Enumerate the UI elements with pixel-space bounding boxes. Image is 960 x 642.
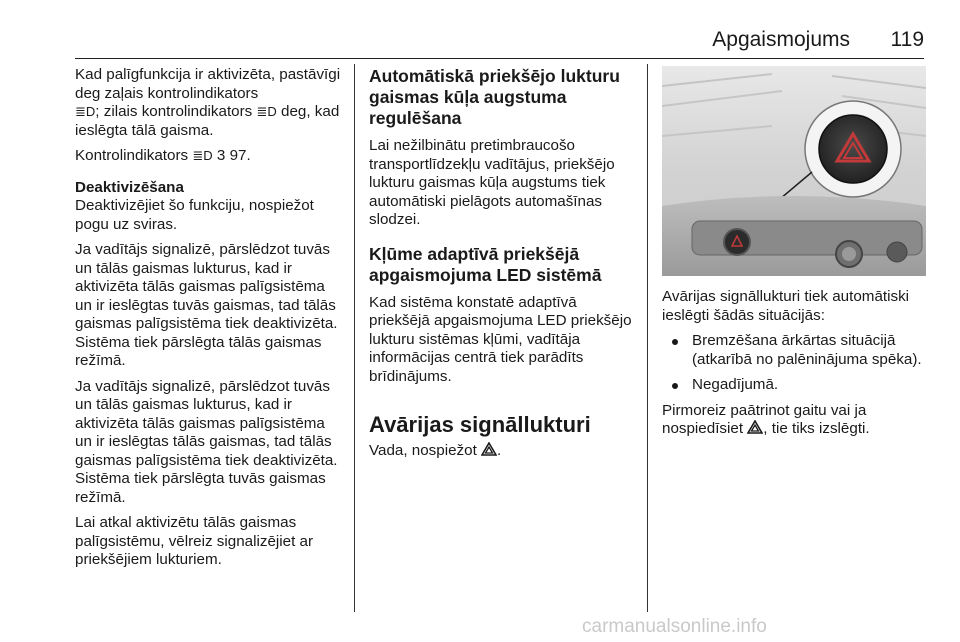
dashboard-illustration bbox=[662, 66, 926, 276]
paragraph-led-fault: Kad sistēma konstatē adaptīvā priekšējā apgaismojuma LED priekšējo lukturu sistēmas kļūmi, vadītāja informācijas centrā tiek parādīts brīdinājums. bbox=[369, 293, 632, 385]
bullet-icon bbox=[672, 339, 678, 345]
paragraph-flash-low: Ja vadītājs signalizē, pārslēdzot tuvās un tālās gaismas lukturus, kad ir aktivizēta tālās gaismas palīgsistēma un ir ieslēgtas tuvās gaismas, tad tālās gaismas palīgsistēma tiek deaktivizēta. Sistēma tiek pārslēgta tālās gaismas režīmā. bbox=[75, 241, 338, 369]
page-number: 119 bbox=[890, 28, 924, 51]
heading-hazard-lights: Avārijas signāllukturi bbox=[369, 412, 591, 437]
heading-led-fault: Kļūme adaptīvā priekšējā apgaismojuma LED sistēmā bbox=[369, 243, 602, 285]
paragraph-reactivate: Lai atkal aktivizētu tālās gaismas palīgsistēmu, vēlreiz signalizējiet ar priekšējiem lukturiem. bbox=[75, 514, 314, 568]
page-title: Apgaismojums bbox=[712, 28, 850, 51]
paragraph-hazard-auto: Avārijas signāllukturi tiek automātiski ieslēgti šādās situācijās: bbox=[662, 288, 910, 324]
paragraph-auto-leveling: Lai nežilbinātu pretimbraucošo transportlīdzekļu vadītājus, priekšējo lukturu gaismas kūļa augstums tiek automātiski pielāgots automašīnas slodzei. bbox=[369, 137, 615, 228]
page-reference-link[interactable]: 97. bbox=[229, 147, 251, 164]
column-2 bbox=[369, 66, 639, 468]
page-header bbox=[0, 22, 960, 62]
situation-list bbox=[662, 332, 928, 395]
hazard-warning-icon bbox=[481, 442, 497, 456]
paragraph-deactivation: Deaktivizējiet šo funkciju, nospiežot pogu uz sviras. bbox=[75, 197, 314, 233]
paragraph-indicator-ref: Kontrolindikators ≣D 3 97. bbox=[75, 147, 251, 164]
heading-auto-leveling: Automātiskā priekšējo lukturu gaismas kūļa augstuma regulēšana bbox=[369, 66, 620, 128]
high-beam-indicator-icon: ≣D bbox=[75, 104, 96, 119]
header-rule bbox=[75, 58, 924, 59]
paragraph-indicator-intro: Kad palīgfunkcija ir aktivizēta, pastāvīgi deg zaļais kontrolindikators ≣D; zilais kontrolindikators ≣D deg, kad ieslēgta tālā gaisma. bbox=[75, 66, 341, 139]
column-divider-1 bbox=[354, 64, 355, 612]
page-reference-arrow-icon: 3 bbox=[216, 147, 226, 164]
hazard-warning-icon bbox=[747, 420, 763, 434]
list-item: Negadījumā. bbox=[662, 376, 928, 395]
paragraph-hazard-off: Pirmoreiz paātrinot gaitu vai ja nospiedīsiet , tie tiks izslēgti. bbox=[662, 401, 870, 437]
bullet-icon bbox=[672, 383, 678, 389]
list-item: Bremzēšana ārkārtas situācijā (atkarībā no palēninājuma spēka). bbox=[662, 332, 928, 369]
site-watermark: carmanualsonline.info bbox=[582, 616, 767, 637]
hazard-switch-photo bbox=[662, 66, 926, 276]
paragraph-hazard-operate: Vada, nospiežot . bbox=[369, 442, 502, 459]
column-1 bbox=[75, 66, 345, 577]
paragraph-flash-high: Ja vadītājs signalizē, pārslēdzot tuvās un tālās gaismas lukturus, kad ir aktivizēta tālās gaismas palīgsistēma un ir ieslēgtas tālās gaismas, tad tālās gaismas palīgsistēma tiek deaktivizēta. Sistēma tiek pārslēgta tuvās gaismas režīmā. bbox=[75, 377, 338, 506]
heading-deactivation: Deaktivizēšana bbox=[75, 178, 184, 196]
high-beam-indicator-icon: ≣D bbox=[192, 148, 213, 163]
high-beam-indicator-icon: ≣D bbox=[256, 104, 277, 119]
column-3 bbox=[662, 288, 928, 446]
column-divider-2 bbox=[647, 64, 648, 612]
